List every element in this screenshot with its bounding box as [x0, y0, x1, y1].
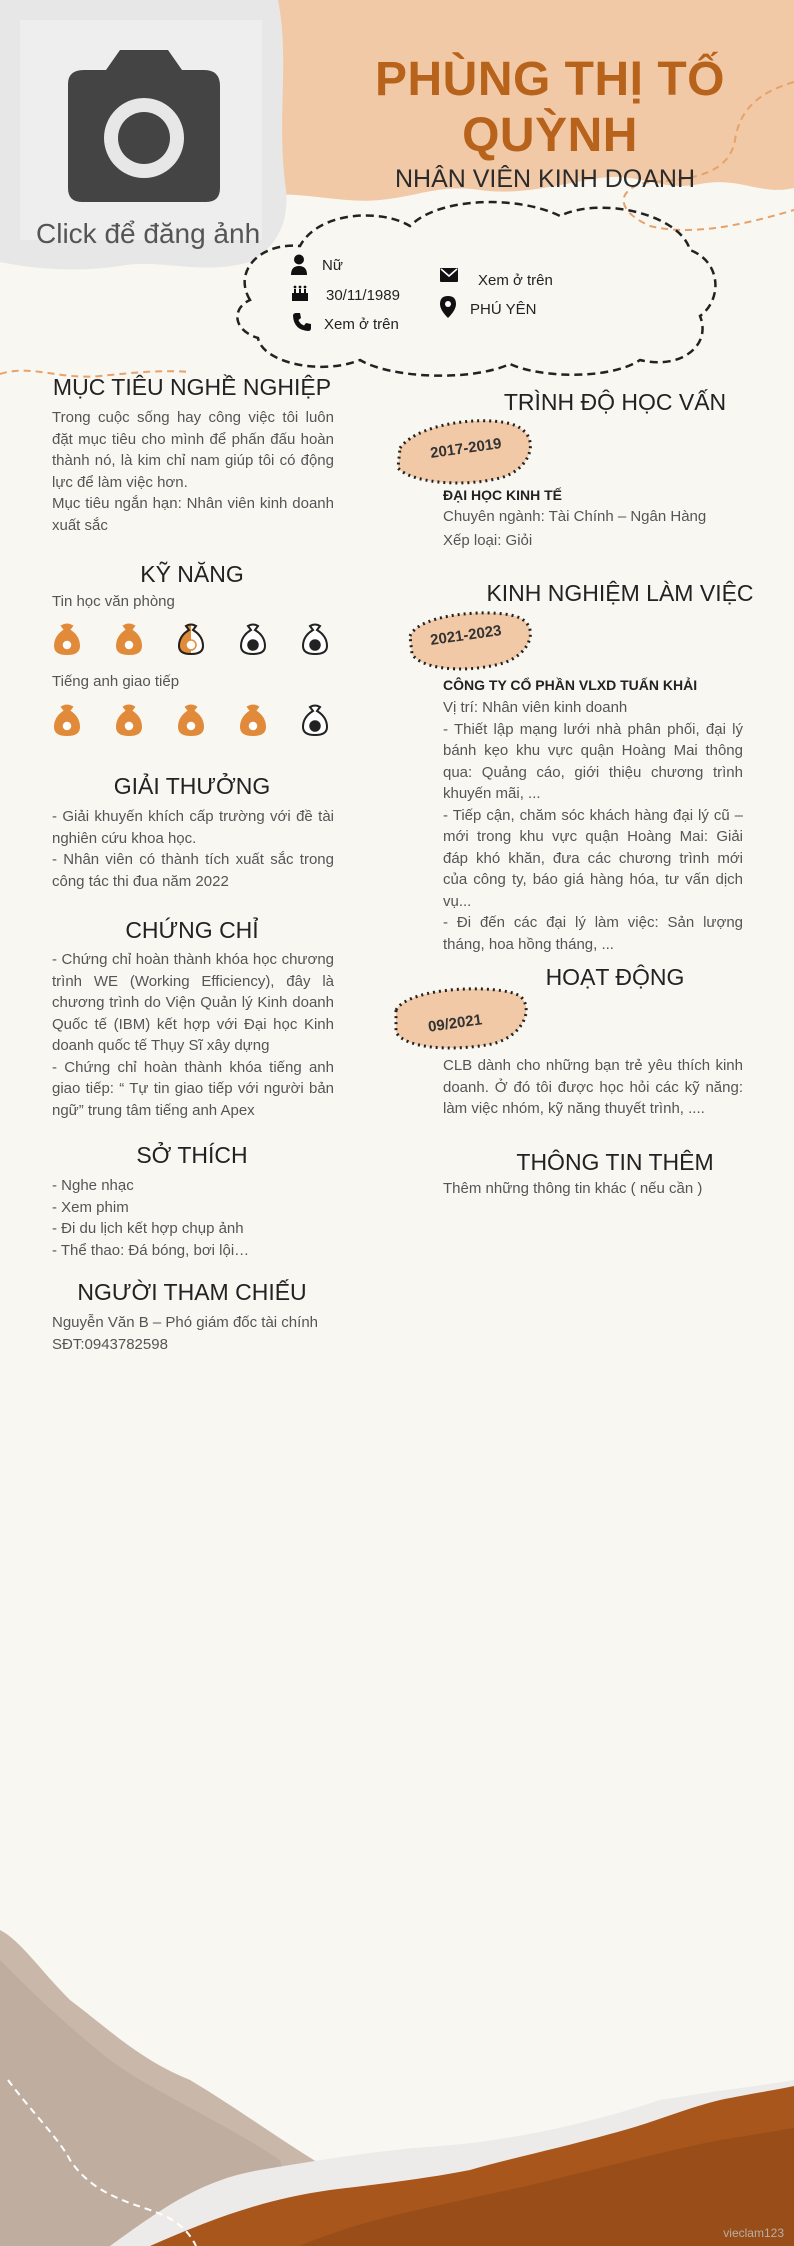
hobby-item: - Thể thao: Đá bóng, bơi lội…: [52, 1241, 250, 1259]
skill-rating-office: [52, 620, 342, 660]
awards-heading: GIẢI THƯỞNG: [113, 773, 271, 799]
money-bag-icon: [114, 701, 144, 737]
money-bag-icon: [238, 701, 268, 737]
email-icon: [440, 268, 458, 282]
certificates-heading: CHỨNG CHỈ: [125, 917, 259, 943]
gender-value: Nữ: [322, 257, 343, 274]
phone-value: Xem ở trên: [324, 316, 399, 333]
education-heading: TRÌNH ĐỘ HỌC VẤN: [503, 389, 727, 415]
references-text: [52, 1312, 334, 1355]
education-date: 2017-2019: [429, 435, 503, 462]
skills-heading: KỸ NĂNG: [140, 561, 244, 587]
award-line-2: - Nhân viên có thành tích xuất sắc trong công tác thi đua năm 2022: [52, 851, 334, 890]
objective-heading: MỤC TIÊU NGHỀ NGHIỆP: [52, 374, 332, 400]
money-bag-icon: [238, 620, 268, 656]
money-bag-icon: [52, 701, 82, 737]
hobbies-list: [52, 1175, 334, 1261]
email-value: Xem ở trên: [478, 272, 553, 289]
reference-line-1: Nguyễn Văn B – Phó giám đốc tài chính: [52, 1314, 319, 1331]
hobbies-heading: SỞ THÍCH: [136, 1142, 248, 1168]
money-bag-icon: [176, 620, 206, 656]
education-grade: Xếp loại: Giỏi: [443, 532, 533, 549]
experience-heading: KINH NGHIỆM LÀM VIỆC: [486, 580, 754, 606]
camera-icon: [58, 44, 230, 204]
extra-heading: THÔNG TIN THÊM: [516, 1149, 714, 1175]
experience-line-2: - Tiếp cận, chăm sóc khách hàng đại lý cũ – mới trong khu vực quận Hoàng Mai: Giải đáp khó khăn, đưa các chương trình mới của công ty, báo giá hàng hóa, tư vấn dịch vụ...: [443, 806, 743, 910]
experience-date: 2021-2023: [429, 622, 503, 649]
money-bag-icon: [300, 620, 330, 656]
money-bag-icon: [176, 701, 206, 737]
name-line-1: PHÙNG THỊ TỐ: [375, 53, 725, 106]
education-major: Chuyên ngành: Tài Chính – Ngân Hàng: [443, 508, 707, 525]
candidate-name: [330, 52, 770, 164]
photo-upload-area[interactable]: [58, 44, 230, 204]
awards-text: [52, 806, 334, 892]
job-title: NHÂN VIÊN KINH DOANH: [394, 165, 696, 193]
skill-rating-english: [52, 701, 342, 741]
activities-text: CLB dành cho những bạn trẻ yêu thích kinh doanh. Ở đó tôi được học hỏi các kỹ năng: làm việc nhóm, kỹ năng thuyết trình, ....: [443, 1057, 743, 1117]
experience-line-1: - Thiết lập mạng lưới nhà phân phối, đại lý bánh kẹo khu vực quận Hoàng Mai thông qua: Quảng cáo, giới thiệu chương trình khuyến mãi, ...: [443, 720, 743, 802]
name-line-2: QUỲNH: [462, 109, 638, 162]
certificates-text: [52, 949, 334, 1121]
phone-icon: [292, 312, 312, 332]
objective-line-2: Mục tiêu ngắn hạn: Nhân viên kinh doanh xuất sắc: [52, 495, 334, 534]
award-line-1: - Giải khuyến khích cấp trường với đề tài nghiên cứu khoa học.: [52, 808, 334, 847]
experience-position: Vị trí: Nhân viên kinh doanh: [443, 699, 628, 716]
experience-text: [443, 697, 743, 955]
certificate-line-1: - Chứng chỉ hoàn thành khóa học chương trình WE (Working Efficiency), đây là chương trình do Viện Quản lý Kinh doanh Quốc tế (IBM) kết hợp với Đại học Kinh doanh quốc tế Thụy Sĩ xây dựng: [52, 951, 334, 1054]
hobby-item: - Nghe nhạc: [52, 1177, 134, 1194]
hobby-item: - Đi du lịch kết hợp chụp ảnh: [52, 1220, 244, 1237]
hobby-item: - Xem phim: [52, 1198, 129, 1216]
skill-label-english: Tiếng anh giao tiếp: [52, 673, 180, 690]
birthday-value: 30/11/1989: [326, 287, 400, 304]
certificate-line-2: - Chứng chỉ hoàn thành khóa tiếng anh giao tiếp: “ Tự tin giao tiếp với người bản ngữ” trung tâm tiếng anh Apex: [52, 1058, 334, 1119]
money-bag-icon: [114, 620, 144, 656]
references-heading: NGƯỜI THAM CHIẾU: [77, 1279, 307, 1305]
activities-heading: HOẠT ĐỘNG: [545, 964, 685, 990]
extra-text: Thêm những thông tin khác ( nếu cần ): [443, 1180, 703, 1197]
photo-upload-text[interactable]: Click để đăng ảnh: [36, 218, 261, 249]
reference-line-2: SĐT:0943782598: [52, 1335, 168, 1353]
experience-line-3: - Đi đến các đại lý làm việc: Sản lượng tháng, hoa hồng tháng, ...: [443, 914, 743, 953]
objective-text: [52, 407, 334, 536]
money-bag-icon: [300, 701, 330, 737]
watermark: vieclam123: [723, 2226, 784, 2240]
skill-label-office: Tin học văn phòng: [52, 593, 175, 610]
activities-date: 09/2021: [427, 1011, 484, 1036]
objective-line-1: Trong cuộc sống hay công việc tôi luôn đặt mục tiêu cho mình để phấn đấu hoàn thành nó, là kim chỉ nam giúp tôi có động lực để làm việc hơn.: [52, 409, 334, 491]
education-school: ĐẠI HỌC KINH TẾ: [443, 487, 562, 503]
location-icon: [440, 296, 456, 318]
experience-company: CÔNG TY CỔ PHẦN VLXD TUẤN KHẢI: [443, 677, 698, 693]
user-icon: [290, 254, 308, 276]
cake-icon: [290, 283, 310, 303]
address-value: PHÚ YÊN: [470, 301, 537, 318]
money-bag-icon: [52, 620, 82, 656]
